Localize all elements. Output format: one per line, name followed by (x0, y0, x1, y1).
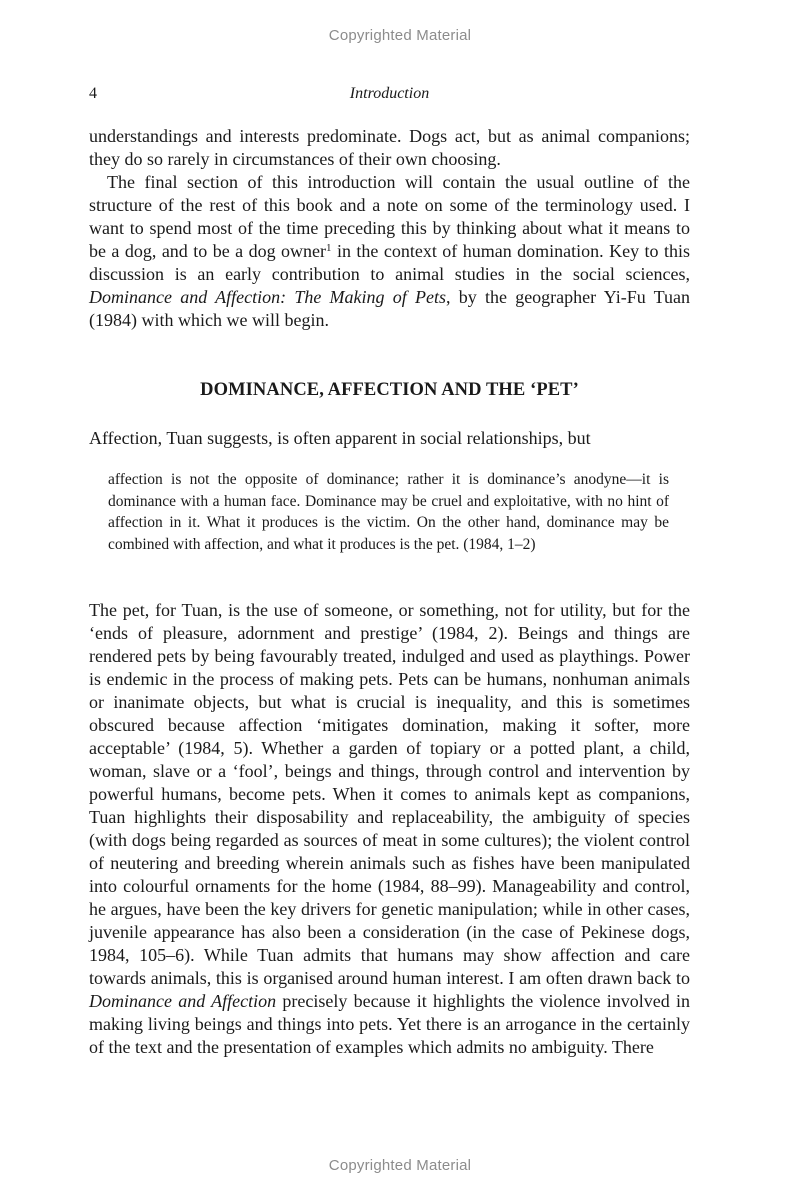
lead-in-text: Affection, Tuan suggests, is often apparent in social relationships, but (89, 428, 591, 448)
paragraph-tuan-pets (89, 599, 690, 1059)
body-paragraph (89, 599, 690, 1059)
book-title: Dominance and Affection (89, 991, 277, 1011)
paragraph-text: The final section of this introduction will contain the usual outline of the structure of the rest of this book and a note on some of the terminology used. I want to spend most of the time preceding this by thinking about what it means to be a dog, and to be a dog owner (89, 172, 690, 261)
book-title: Dominance and Affection: The Making of Pets (89, 287, 446, 307)
copyright-watermark-top: Copyrighted Material (328, 27, 472, 44)
paragraph-outline (89, 171, 690, 332)
paragraph-text: precisely because it highlights the violence involved in making living beings and things into pets. Yet there is an arrogance in the certainly of the text and the presentation of examples which admits no ambiguity. There (89, 991, 690, 1057)
lead-in-paragraph (89, 427, 690, 450)
paragraph-text: , by the geographer Yi-Fu Tuan (1984) with which we will begin. (89, 287, 690, 330)
section-heading: DOMINANCE, AFFECTION AND THE ‘PET’ (200, 380, 579, 400)
paragraph-text: in the context of human domination. Key to this discussion is an early contribution to animal studies in the social sciences, (89, 241, 690, 284)
page-number: 4 (89, 85, 97, 102)
running-title: Introduction (349, 85, 430, 102)
block-quotation: affection is not the opposite of dominance; rather it is dominance’s anodyne—it is dominance with a human face. Dominance may be cruel and exploitative, with no hint of affection in it. What it produces is the victim. On the other hand, dominance may be combined with affection, and what it produces is the pet. (1984, 1–2) (108, 471, 669, 553)
opening-paragraphs (89, 125, 690, 332)
footnote-marker[interactable]: 1 (326, 242, 332, 254)
paragraph-continued: understandings and interests predominate. Dogs act, but as animal companions; they do so rarely in circumstances of their own choosing. (89, 126, 690, 169)
copyright-watermark-bottom: Copyrighted Material (328, 1157, 472, 1174)
paragraph-text: The pet, for Tuan, is the use of someone, or something, not for utility, but for the ‘ends of pleasure, adornment and prestige’ (1984, 2). Beings and things are rendered pets by being favourably treated, indulged and used as playthings. Power is endemic in the process of making pets. Pets can be humans, nonhuman animals or inanimate objects, but what is crucial is inequality, and this is sometimes obscured because affection ‘mitigates domination, making it softer, more acceptable’ (1984, 5). Whether a garden of topiary or a potted plant, a child, woman, slave or a ‘fool’, beings and things, through control and intervention by powerful humans, become pets. When it comes to animals kept as companions, Tuan highlights their disposability and replaceability, the ambiguity of species (with dogs being regarded as sources of meat in some cultures); the violent control of neutering and breeding wherein animals such as fishes have been manipulated into colourful ornaments for the home (1984, 88–99). Manageability and control, he argues, have been the key drivers for genetic manipulation; while in other cases, juvenile appearance has also been a consideration (in the case of Pekinese dogs, 1984, 105–6). While Tuan admits that humans may show affection and care towards animals, this is organised around human interest. I am often drawn back to (89, 600, 690, 988)
running-head (89, 85, 690, 105)
